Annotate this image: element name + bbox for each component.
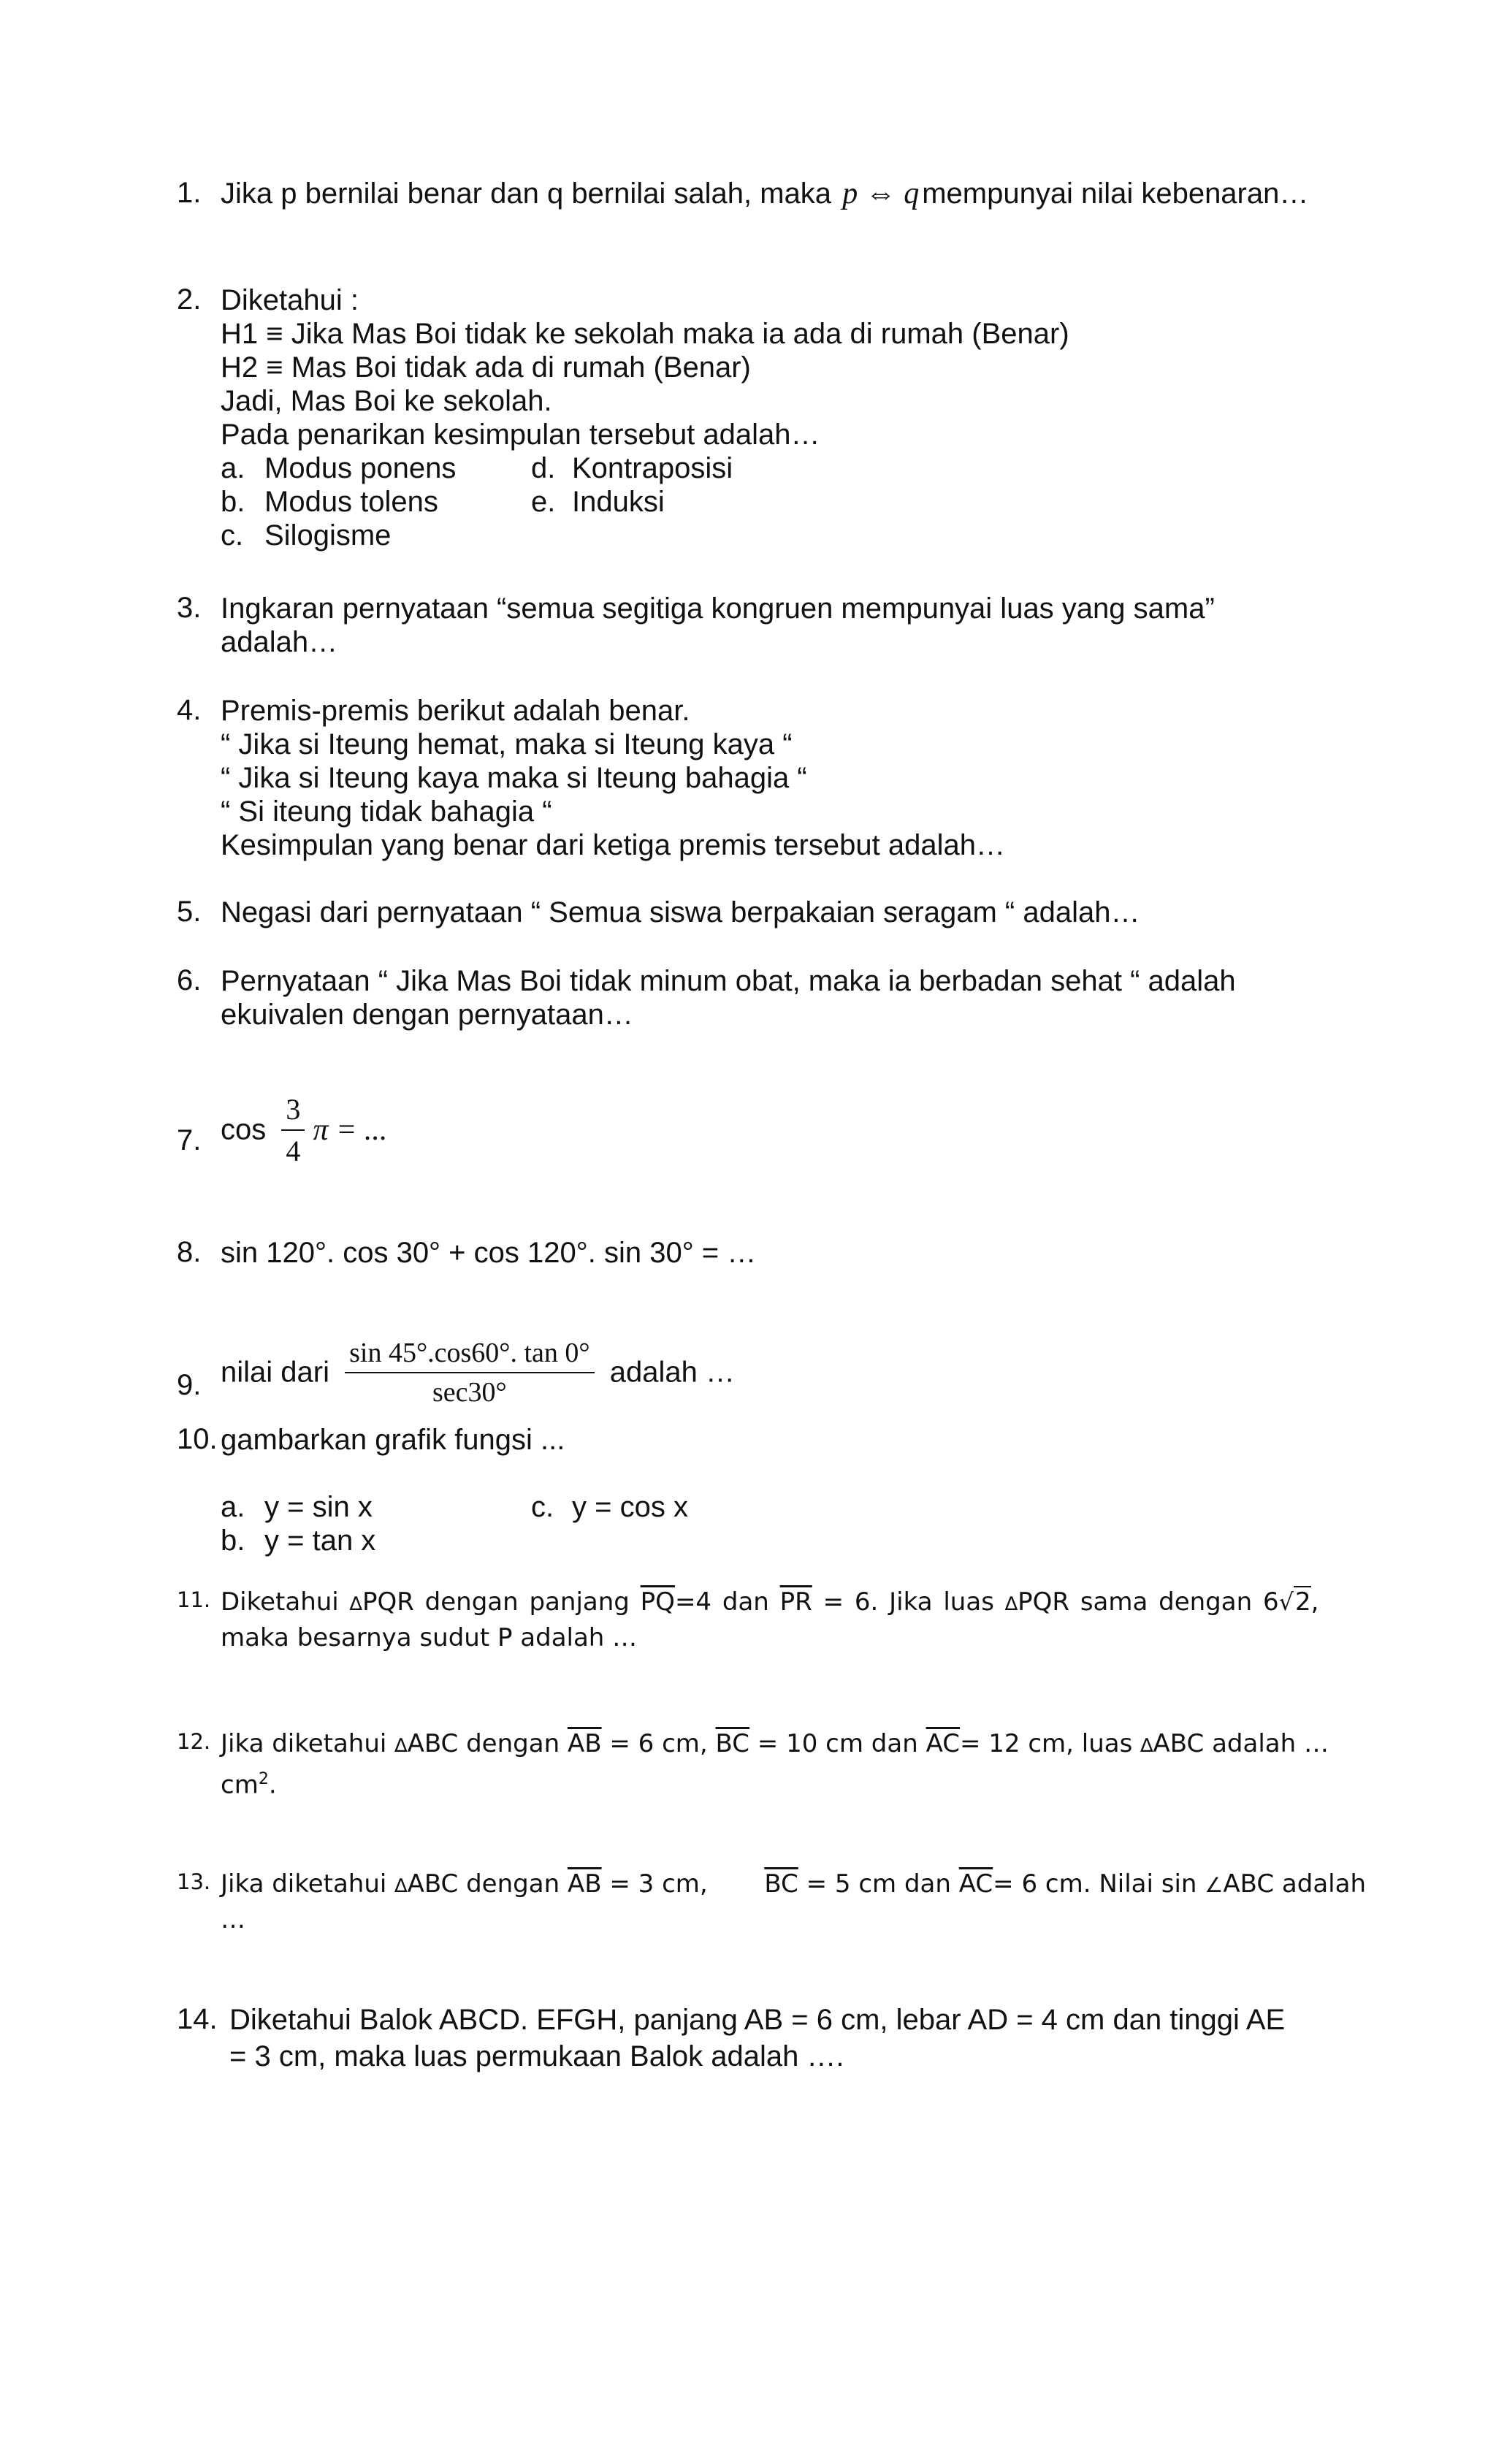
text-part: Jika diketahui	[221, 1869, 387, 1899]
text-part: Diketahui	[221, 1587, 339, 1617]
question-number: 11.	[177, 1587, 211, 1612]
option-letter: c.	[531, 1491, 554, 1523]
sqrt-radicand: 2	[1294, 1587, 1311, 1617]
question-3	[177, 592, 1321, 659]
segment-ab: $\overline{AB}$	[567, 1869, 602, 1899]
pi-expression: π = ...	[313, 1113, 388, 1147]
text-part: PQR sama dengan 6	[1018, 1587, 1279, 1617]
option-a: Modus ponens	[264, 452, 457, 484]
option-letter: b.	[221, 1525, 245, 1557]
premise-2: “ Jika si Iteung kaya maka si Iteung bahagia “	[221, 762, 807, 794]
question-text: sin 120°. cos 30° + cos 120°. sin 30° = …	[221, 1237, 757, 1269]
option-letter: a.	[221, 452, 245, 484]
question-prompt: Kesimpulan yang benar dari ketiga premis tersebut adalah…	[221, 829, 1005, 861]
segment-bc: $\overline{BC}$	[715, 1729, 749, 1758]
question-number: 9.	[177, 1369, 202, 1401]
unit: cm	[221, 1770, 259, 1800]
cos-label: cos	[221, 1113, 267, 1146]
question-11	[177, 1585, 1321, 1655]
question-text-cont: adalah…	[221, 626, 338, 658]
text-part: = 10 cm dan	[757, 1729, 918, 1758]
question-number: 2.	[177, 283, 202, 316]
text-part: ,	[1310, 1587, 1319, 1617]
segment-pr: $\overline{PR}$	[779, 1587, 812, 1617]
segment-pq: $\overline{PQ}$	[640, 1587, 675, 1617]
text-part: = 6 cm,	[609, 1729, 708, 1758]
biconditional-expression: p ⇔ q	[842, 177, 920, 210]
option-row	[221, 1524, 1321, 1557]
fraction-numerator: 3	[281, 1092, 305, 1131]
question-text-cont	[221, 1763, 1321, 1801]
hypothesis-1: H1 ≡ Jika Mas Boi tidak ke sekolah maka ia ada di rumah (Benar)	[221, 318, 1069, 350]
segment-ac: $\overline{AC}$	[958, 1869, 993, 1899]
question-number: 1.	[177, 177, 202, 209]
question-14	[177, 2003, 1321, 2073]
question-8	[177, 1236, 1321, 1270]
question-1	[177, 177, 1321, 210]
question-text: gambarkan grafik fungsi ...	[221, 1424, 565, 1456]
question-number: 8.	[177, 1236, 202, 1268]
question-6	[177, 964, 1321, 1031]
given-label: Diketahui :	[221, 284, 359, 316]
text-part: ABC adalah …	[1153, 1729, 1329, 1758]
question-text: Ingkaran pernyataan “semua segitiga kongruen mempunyai luas yang sama”	[221, 592, 1215, 625]
premise-intro: Premis-premis berikut adalah benar.	[221, 695, 690, 727]
hypothesis-2: H2 ≡ Mas Boi tidak ada di rumah (Benar)	[221, 351, 751, 384]
question-2	[177, 283, 1321, 552]
question-text: Diketahui Balok ABCD. EFGH, panjang AB = 6 cm, lebar AD = 4 cm dan tinggi AE	[229, 2004, 1286, 2036]
question-text	[221, 1867, 1366, 1903]
text-part: = 5 cm dan	[806, 1869, 951, 1899]
question-number: 7.	[177, 1124, 202, 1156]
fraction-denominator: sec30°	[432, 1377, 507, 1408]
question-text-cont: maka besarnya sudut P adalah …	[221, 1623, 638, 1652]
question-number: 4.	[177, 694, 202, 726]
question-text: Jika p bernilai benar dan q bernilai salah, maka	[221, 178, 832, 210]
question-5	[177, 896, 1321, 929]
option-letter: a.	[221, 1491, 245, 1523]
text-part: = 6. Jika luas	[823, 1587, 994, 1617]
triangle-symbol: ∆	[394, 1875, 408, 1897]
text-part: PQR dengan panjang	[362, 1587, 630, 1617]
fraction-numerator: sin 45°.cos60°. tan 0°	[345, 1337, 595, 1373]
option-b: Modus tolens	[264, 486, 438, 518]
option-c: y = cos x	[572, 1491, 688, 1523]
question-number: 12.	[177, 1729, 211, 1754]
option-b: y = tan x	[264, 1525, 376, 1557]
question-text: nilai dari	[221, 1356, 329, 1389]
text-part: = 6 cm. Nilai sin	[993, 1869, 1197, 1899]
option-row	[221, 519, 1321, 552]
text-part: Jika diketahui	[221, 1729, 387, 1758]
question-text-end: mempunyai nilai kebenaran…	[922, 178, 1309, 210]
premise-1: “ Jika si Iteung hemat, maka si Iteung kaya “	[221, 728, 793, 760]
premise-3: “ Si iteung tidak bahagia “	[221, 796, 552, 828]
fraction-denominator: 4	[286, 1134, 301, 1167]
angle-symbol: ∠	[1205, 1873, 1224, 1897]
option-letter: c.	[221, 519, 244, 552]
question-text-cont: ekuivalen dengan pernyataan…	[221, 999, 633, 1031]
segment-ac: $\overline{AC}$	[926, 1729, 960, 1758]
question-13	[177, 1867, 1366, 1937]
conclusion: Jadi, Mas Boi ke sekolah.	[221, 385, 552, 417]
text-part: ABC adalah	[1223, 1869, 1366, 1899]
question-12	[177, 1727, 1329, 1801]
option-letter: e.	[531, 486, 556, 518]
option-letter: d.	[531, 452, 556, 484]
option-a: y = sin x	[264, 1491, 373, 1523]
question-number: 10.	[177, 1423, 218, 1455]
sqrt-symbol: √	[1278, 1588, 1294, 1616]
question-number: 6.	[177, 964, 202, 996]
question-text: Pernyataan “ Jika Mas Boi tidak minum obat, maka ia berbadan sehat “ adalah	[221, 965, 1236, 997]
question-number: 5.	[177, 896, 202, 928]
segment-ab: $\overline{AB}$	[567, 1729, 602, 1758]
option-row	[221, 451, 1321, 485]
text-part: ABC dengan	[407, 1729, 560, 1758]
question-9	[177, 1337, 1321, 1408]
option-row	[221, 1490, 1321, 1524]
question-10	[177, 1423, 1321, 1557]
fraction	[345, 1337, 595, 1408]
question-number: 13.	[177, 1869, 211, 1894]
question-7	[177, 1092, 1321, 1168]
question-text-cont: …	[221, 1905, 245, 1934]
question-text-cont: = 3 cm, maka luas permukaan Balok adalah ….	[229, 2040, 844, 2072]
question-number: 3.	[177, 592, 202, 624]
triangle-symbol: ∆	[394, 1735, 408, 1757]
question-text: Negasi dari pernyataan “ Semua siswa berpakaian seragam “ adalah…	[221, 896, 1140, 928]
unit-exponent: 2	[258, 1770, 269, 1788]
text-part: =4 dan	[674, 1587, 769, 1617]
question-text	[221, 1585, 1321, 1621]
option-letter: b.	[221, 486, 245, 518]
triangle-symbol: ∆	[1004, 1593, 1018, 1615]
option-row	[221, 485, 1321, 519]
question-text-end: adalah …	[609, 1356, 735, 1389]
fraction	[281, 1092, 305, 1168]
text-part: = 12 cm, luas	[959, 1729, 1133, 1758]
text-part: ABC dengan	[407, 1869, 560, 1899]
segment-bc: $\overline{BC}$	[764, 1869, 798, 1899]
question-prompt: Pada penarikan kesimpulan tersebut adalah…	[221, 419, 820, 451]
question-text	[221, 1727, 1329, 1763]
question-number: 14.	[177, 2003, 218, 2035]
triangle-symbol: ∆	[349, 1593, 362, 1615]
text-part: .	[268, 1770, 277, 1800]
option-c: Silogisme	[264, 519, 392, 552]
question-4	[177, 694, 1321, 862]
option-d: Kontraposisi	[572, 452, 733, 484]
triangle-symbol: ∆	[1140, 1735, 1153, 1757]
text-part: = 3 cm,	[609, 1869, 708, 1899]
option-e: Induksi	[572, 486, 665, 518]
